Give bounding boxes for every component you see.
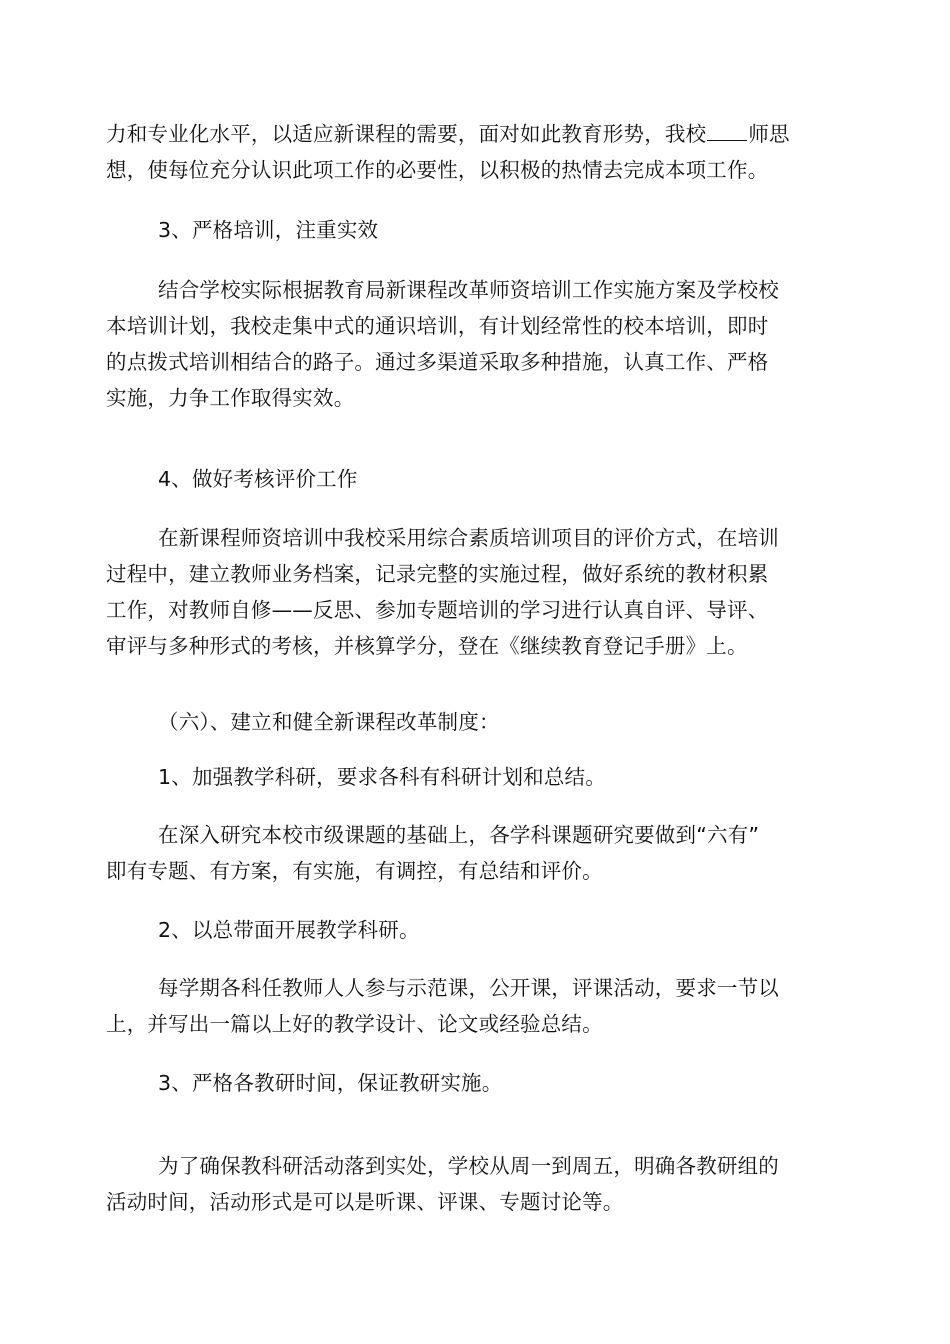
text-line: 实施，力争工作取得实效。 <box>106 386 355 410</box>
text-line: 上，并写出一篇以上好的教学设计、论文或经验总结。 <box>106 1012 603 1036</box>
text-line: 的点拨式培训相结合的路子。通过多渠道采取多种措施，认真工作、严格 <box>106 350 769 374</box>
section-heading: 1、加强教学科研，要求各科有科研计划和总结。 <box>158 765 606 789</box>
text-line: 为了确保教科研活动落到实处，学校从周一到周五，明确各教研组的 <box>158 1154 779 1178</box>
text-line: 每学期各科任教师人人参与示范课，公开课，评课活动，要求一节以 <box>158 976 779 1000</box>
text-line: 即有专题、有方案，有实施，有调控，有总结和评价。 <box>106 859 603 883</box>
text-line: 本培训计划，我校走集中式的通识培训，有计划经常性的校本培训，即时 <box>106 314 769 338</box>
text-line: 想，使每位充分认识此项工作的必要性，以积极的热情去完成本项工作。 <box>106 158 769 182</box>
text-line: 工作，对教师自修——反思、参加专题培训的学习进行认真自评、导评、 <box>106 598 769 622</box>
paragraph-training-plan <box>106 272 846 416</box>
heading-reform-system <box>106 704 846 740</box>
heading-research-time <box>106 1065 846 1101</box>
paragraph-research <box>106 817 846 889</box>
section-heading: 2、以总带面开展教学科研。 <box>158 918 420 942</box>
text-line: 结合学校实际根据教育局新课程改革师资培训工作实施方案及学校校 <box>158 278 779 302</box>
paragraph-training-continuation <box>106 116 846 188</box>
heading-strict-training <box>106 212 846 248</box>
text-line: 过程中，建立教师业务档案，记录完整的实施过程，做好系统的教材积累 <box>106 562 769 586</box>
paragraph-demonstration-lessons <box>106 970 846 1042</box>
section-heading: 4、做好考核评价工作 <box>158 467 358 491</box>
fill-in-blank <box>707 122 747 141</box>
section-heading: 3、严格各教研时间，保证教研实施。 <box>158 1071 503 1095</box>
text-line: 审评与多种形式的考核，并核算学分，登在《继续教育登记手册》上。 <box>106 634 748 658</box>
section-heading: 3、严格培训，注重实效 <box>158 218 379 242</box>
text-line: 在新课程师资培训中我校采用综合素质培训项目的评价方式，在培训 <box>158 526 779 550</box>
text-segment: 师思 <box>748 122 790 146</box>
text-segment: 力和专业化水平，以适应新课程的需要，面对如此教育形势，我校 <box>106 122 707 146</box>
text-line <box>106 116 846 152</box>
heading-assessment <box>106 461 846 497</box>
paragraph-research-schedule <box>106 1148 846 1220</box>
text-line: 在深入研究本校市级课题的基础上，各学科课题研究要做到“六有” <box>158 823 760 847</box>
section-heading: （六）、建立和健全新课程改革制度： <box>158 710 500 734</box>
heading-research-plan <box>106 759 846 795</box>
text-line: 活动时间，活动形式是可以是听课、评课、专题讨论等。 <box>106 1190 624 1214</box>
paragraph-assessment <box>106 520 846 664</box>
heading-overall-research <box>106 912 846 948</box>
